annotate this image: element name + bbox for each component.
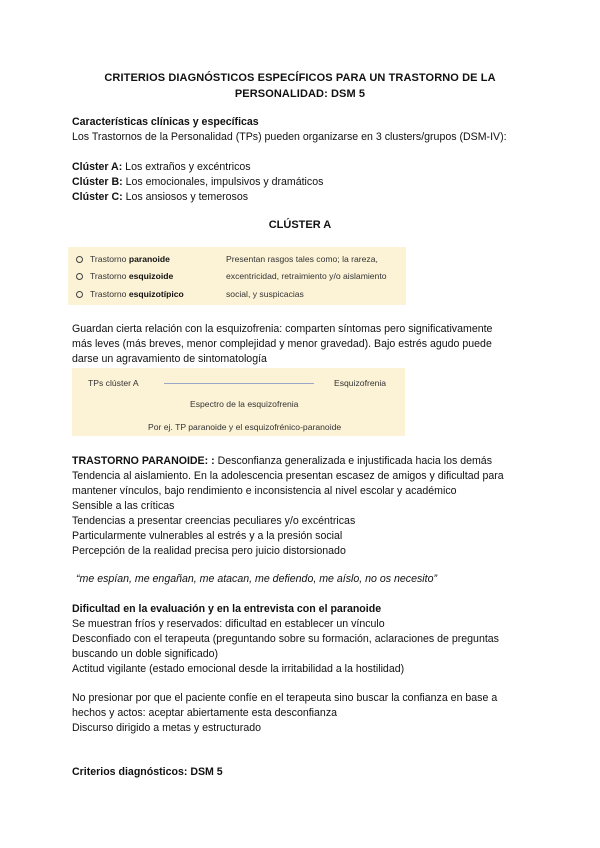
para1-line-2: más leves (más breves, menor complejidad y menor gravedad). Bajo estrés agudo puede: [72, 338, 492, 350]
spectrum-left-label: TPs clúster A: [88, 378, 139, 388]
cluster-b-text: Los emocionales, impulsivos y dramáticos: [122, 176, 324, 188]
box-desc-line-2: excentricidad, retraimiento y/o aislamiento: [226, 271, 387, 281]
title-line-2: PERSONALIDAD: DSM 5: [234, 88, 366, 100]
bullet-icon: [76, 291, 83, 298]
box-desc-line-1: Presentan rasgos tales como; la rareza,: [226, 254, 378, 264]
spectrum-middle-label: Espectro de la esquizofrenia: [190, 399, 299, 409]
title-line-1: CRITERIOS DIAGNÓSTICOS ESPECÍFICOS PARA UN TRASTORNO DE LA: [104, 72, 496, 84]
box-item-esquizotipico: Trastorno esquizotípico: [76, 289, 184, 299]
cluster-b-label: Clúster B:: [72, 176, 123, 188]
cluster-a-heading: CLÚSTER A: [268, 219, 332, 231]
paranoide-heading-line: [72, 454, 492, 468]
dificultad-line-2: Desconfiado con el terapeuta (preguntando sobre su formación, aclaraciones de preguntas: [72, 633, 499, 645]
intro-text: Los Trastornos de la Personalidad (TPs) pueden organizarse en 3 clusters/grupos (DSM-IV):: [72, 131, 507, 143]
cluster-a-label: Clúster A:: [72, 161, 123, 173]
section-heading-caracteristicas: Características clínicas y específicas: [72, 116, 259, 128]
spectrum-line: [164, 383, 314, 384]
box-item-esquizoide: Trastorno esquizoide: [76, 271, 173, 281]
cluster-c-line: [72, 190, 248, 204]
cluster-a-text: Los extraños y excéntricos: [122, 161, 251, 173]
bullet-icon: [76, 273, 83, 280]
cluster-a-info-box: [68, 247, 406, 305]
para2-line-3: Discurso dirigido a metas y estructurado: [72, 722, 262, 734]
paranoide-line-5: Particularmente vulnerables al estrés y a la presión social: [72, 530, 343, 542]
para1-line-1: Guardan cierta relación con la esquizofrenia: comparten síntomas pero significativamente: [72, 323, 493, 335]
criterios-heading: Criterios diagnósticos: DSM 5: [72, 766, 223, 778]
dificultad-line-4: Actitud vigilante (estado emocional desde la irritabilidad a la hostilidad): [72, 663, 405, 675]
bullet-icon: [76, 256, 83, 263]
paranoide-line-3: Sensible a las críticas: [72, 500, 175, 512]
dificultad-heading: Dificultad en la evaluación y en la entrevista con el paranoide: [72, 603, 382, 615]
para1-line-3: darse un agravamiento de sintomatología: [72, 353, 267, 365]
spectrum-box: [72, 368, 405, 436]
paranoide-text: Desconfianza generalizada e injustificada hacia los demás: [214, 455, 492, 467]
dificultad-line-3: buscando un doble significado): [72, 648, 219, 660]
box-item-paranoide: Trastorno paranoide: [76, 254, 170, 264]
cluster-b-line: [72, 175, 323, 189]
paranoide-line-6: Percepción de la realidad precisa pero juicio distorsionado: [72, 545, 346, 557]
paranoide-quote: “me espían, me engañan, me atacan, me defiendo, me aíslo, no os necesito”: [76, 573, 437, 585]
para2-line-2: hechos y actos: aceptar abiertamente esta desconfianza: [72, 707, 338, 719]
dificultad-line-1: Se muestran fríos y reservados: dificultad en establecer un vínculo: [72, 618, 385, 630]
para2-line-1: No presionar por que el paciente confíe en el terapeuta sino buscar la confianza en base a: [72, 692, 498, 704]
paranoide-line-1: Tendencia al aislamiento. En la adolescencia presentan escasez de amigos y dificultad para: [72, 470, 504, 482]
paranoide-line-2: mantener vínculos, bajo rendimiento e inconsistencia al nivel escolar y académico: [72, 485, 457, 497]
cluster-a-line: [72, 160, 251, 174]
cluster-c-label: Clúster C:: [72, 191, 123, 203]
paranoide-label: TRASTORNO PARANOIDE: :: [72, 455, 215, 467]
document-title: [95, 70, 505, 102]
spectrum-right-label: Esquizofrenia: [334, 378, 387, 388]
paranoide-line-4: Tendencias a presentar creencias peculiares y/o excéntricas: [72, 515, 356, 527]
cluster-c-text: Los ansiosos y temerosos: [122, 191, 249, 203]
box-desc-line-3: social, y suspicacias: [226, 289, 304, 299]
spectrum-bottom-label: Por ej. TP paranoide y el esquizofrénico-paranoide: [148, 422, 342, 432]
